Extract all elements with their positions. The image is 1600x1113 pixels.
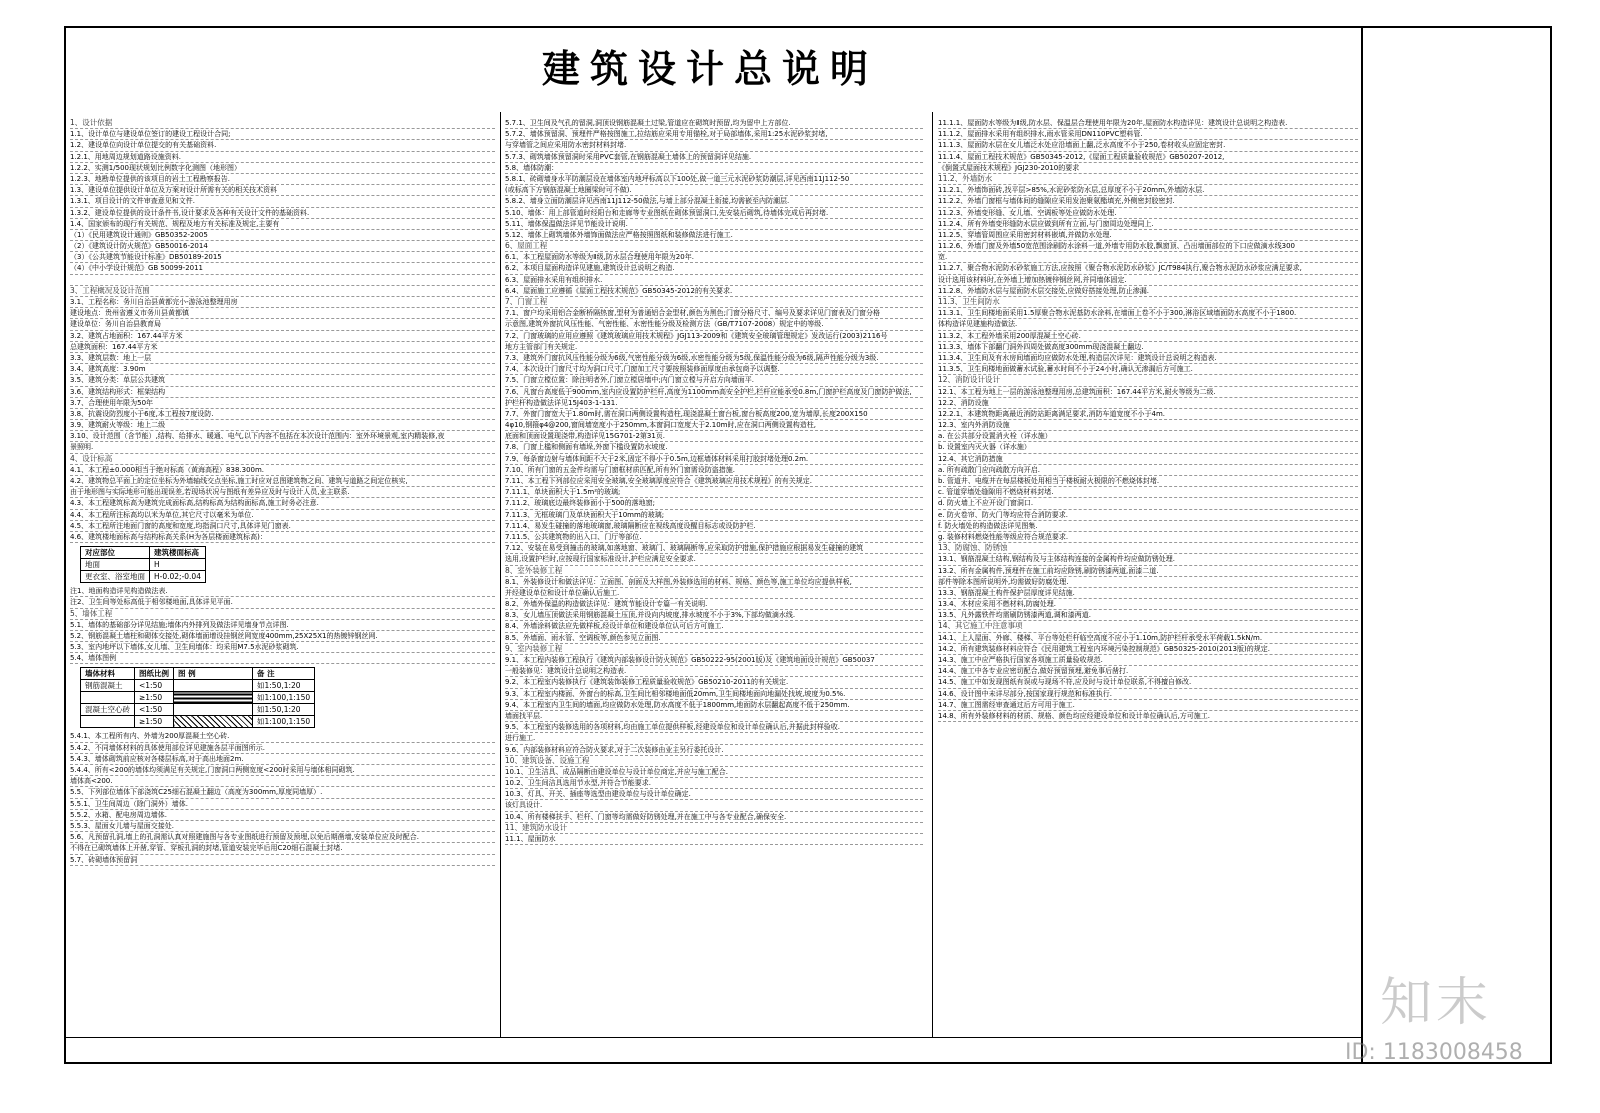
note-line: 注2、卫生间等处标高低于相邻楼地面,具体详见平面. <box>70 597 495 608</box>
note-line: 14.7、施工图需经审查通过后方可用于施工. <box>938 700 1358 711</box>
note-line: 3.8、抗震设防烈度小于6度,本工程按7度设防. <box>70 409 495 420</box>
note-line: 设计选用该材料时,在外墙上增加热镀锌钢丝网,并同墙体固定. <box>938 275 1358 286</box>
note-line: 7.11.5、公共建筑物的出入口、门厅等部位. <box>505 532 923 543</box>
table-row <box>81 704 315 716</box>
note-line: 《倒置式屋面技术规程》JGJ230-2010的要求 <box>938 163 1358 174</box>
note-line: 5.5.3、屋面女儿墙与屋面交接处. <box>70 821 495 832</box>
note-line: 地方主管部门有关规定. <box>505 342 923 353</box>
table-cell: 如1:50,1:20 <box>253 704 315 716</box>
note-line: a. 所有疏散门应向疏散方向开启. <box>938 465 1358 476</box>
note-line: 注1、地面构造详见构造做法表. <box>70 586 495 597</box>
note-line: 3.7、合理使用年限为50年 <box>70 398 495 409</box>
note-line: 12.2、消防设施 <box>938 398 1358 409</box>
table-cell: 混凝土空心砖 <box>81 704 135 716</box>
note-line: 11.3.2、本工程外墙采用200厚混凝土空心砖. <box>938 331 1358 342</box>
note-line: 4.3、本工程建筑标高为建筑完成面标高,结构标高为结构面标高,施工时务必注意. <box>70 498 495 509</box>
table-cell: 如1:100,1:150 <box>253 692 315 704</box>
note-line: 8.1、外装修设计和做法详见：立面图、剖面及大样图,外装修选用的材料、规格、颜色等,施工单位均应提供样板, <box>505 577 923 588</box>
note-line: 3.5、建筑分类：单层公共建筑 <box>70 375 495 386</box>
note-line: 1.2.2、实测1/500现状规划比例数字化测图（地形图） <box>70 163 495 174</box>
table-row <box>81 692 315 704</box>
note-line: 1.2.3、地勘单位提供的该项目的岩土工程勘察报告. <box>70 174 495 185</box>
note-line: e. 防火卷帘、防火门等均应符合消防要求. <box>938 510 1358 521</box>
note-line: a. 在公共部分设置消火栓（详水施） <box>938 431 1358 442</box>
note-line: 11.1.2、屋面排水采用有组织排水,雨水管采用DN110PVC塑料管. <box>938 129 1358 140</box>
note-line: 4.4、本工程所注标高均以米为单位,其它尺寸以毫米为单位. <box>70 510 495 521</box>
section-heading: 11、建筑防水设计 <box>505 823 923 834</box>
table-cell: H-0.02;-0.04 <box>150 571 206 583</box>
note-line: 7.11、本工程下列部位应采用安全玻璃,安全玻璃厚度应符合《建筑玻璃应用技术规程》的有关规定. <box>505 476 923 487</box>
note-line: 7.3、建筑外门窗抗风压性能分级为6级,气密性能分级为6级,水密性能分级为5级,保温性能分级为6级,隔声性能分级为3级. <box>505 353 923 364</box>
section-heading: 9、室内装修工程 <box>505 644 923 655</box>
note-line: 7.11.4、易发生碰撞的落地玻璃窗,玻璃隔断应在视线高度设醒目标志或设防护栏. <box>505 521 923 532</box>
note-line: 9.3、本工程室内楼面、外窗台的标高,卫生间比相邻楼地面低20mm,卫生间楼地面向地漏处找坡,坡度为0.5%. <box>505 689 923 700</box>
section-heading: 11.3、卫生间防水 <box>938 297 1358 308</box>
note-line: 13.2、所有金属构件,预埋件在施工前均应除锈,刷防锈漆两道,面漆二道. <box>938 566 1358 577</box>
note-line: 5.8、墙体防潮： <box>505 163 923 174</box>
note-line: 5.5.2、水箱、配电房周边墙体. <box>70 810 495 821</box>
note-line: 6.2、本项目屋面构造详见建施,建筑设计总说明之构造. <box>505 263 923 274</box>
note-line: 5.6、凡预留孔洞,墙上的孔洞需认真对照建施图与各专业图纸进行预留及预埋,以免后期凿墙,安装单位应及时配合. <box>70 832 495 843</box>
table-header-row <box>81 668 315 680</box>
note-line: 5.4、墙体图例 <box>70 653 495 664</box>
table-row <box>81 716 315 728</box>
note-line: b. 设置室内灭火器（详水施） <box>938 442 1358 453</box>
note-line: 3.6、建筑结构形式：框架结构 <box>70 387 495 398</box>
note-line: 11.2.8、外墙防水层与屋面防水层交接处,应做好搭接处理,防止渗漏. <box>938 286 1358 297</box>
section-heading: 10、建筑设备、设施工程 <box>505 756 923 767</box>
note-line: 8.5、外墙面、雨水管、空调板等,颜色参见立面图. <box>505 633 923 644</box>
note-line: 10.2、卫生间洁具选用节水型,并符合节能要求. <box>505 778 923 789</box>
table-header-cell: 图 例 <box>174 668 253 680</box>
note-line: 示意图,建筑外窗抗风压性能、气密性能、水密性能分级及检测方法（GB/T7107-2008）规定中的等级. <box>505 319 923 330</box>
section-heading: 7、门窗工程 <box>505 297 923 308</box>
section-heading: 14、其它施工中注意事项 <box>938 621 1358 632</box>
note-line: （1）《民用建筑设计通则》GB50352-2005 <box>70 230 495 241</box>
note-line: 宽. <box>938 252 1358 263</box>
table-cell <box>81 716 135 728</box>
note-line: 10.4、所有楼梯扶手、栏杆、门窗等均需做好防锈处理,并在施工中与各专业配合,确保安全. <box>505 812 923 823</box>
table-cell: 如1:50,1:20 <box>253 680 315 692</box>
note-line: 护栏杆构造做法详见15J403-1-131. <box>505 398 923 409</box>
table-cell: 更衣室、浴室地面 <box>81 571 150 583</box>
note-line: 14.1、上人屋面、外廊、楼梯、平台等处栏杆临空高度不应小于1.10m,防护栏杆承受水平荷载1.5kN/m. <box>938 633 1358 644</box>
note-line: 1.3.2、建设单位提供的设计条件书,设计要求及各种有关设计文件的基础资料. <box>70 208 495 219</box>
note-line: 3.3、建筑层数：地上一层 <box>70 353 495 364</box>
table-header-cell: 墙体材料 <box>81 668 135 680</box>
note-line: 6.3、屋面排水采用有组织排水. <box>505 275 923 286</box>
note-line: 12.2.1、本建筑物距离最近消防站距离满足要求,消防车道宽度不小于4m. <box>938 409 1358 420</box>
table-cell <box>174 716 253 728</box>
table-header-cell: 图纸比例 <box>135 668 174 680</box>
section-heading: 13、防腐蚀、防锈蚀 <box>938 543 1358 554</box>
note-line: 12.1、本工程为地上一层的游泳池整理用房,总建筑面积：167.44平方米,耐火等级为二级. <box>938 387 1358 398</box>
note-line: 由于地形图与实际地形可能出现误差,若现场状况与图纸有差异应及时与设计人员,业主联系. <box>70 487 495 498</box>
note-line: 5.3、室内地坪以下墙体,女儿墙、卫生间墙体：均采用M7.5水泥砂浆砌筑. <box>70 642 495 653</box>
note-line: 13.5、凡外露铁件均需刷防锈漆两道,调和漆两道. <box>938 610 1358 621</box>
note-line: f. 防火墙处的构造做法详见图集. <box>938 521 1358 532</box>
note-line: 3.2、建筑占地面积：167.44平方米 <box>70 331 495 342</box>
note-line: 11.1、屋面防水 <box>505 834 923 845</box>
note-line: 11.2.7、聚合物水泥防水砂浆施工方法,应按照《聚合物水泥防水砂浆》JC/T984执行,聚合物水泥防水砂浆应满足要求, <box>938 263 1358 274</box>
note-line: 1.2.1、用地周边规划道路设施资料. <box>70 152 495 163</box>
note-line: 12.3、室内外消防设施 <box>938 420 1358 431</box>
note-line: 11.2.4、所有外墙变形缝防水层应做到所有立面,与门窗周边处理同上. <box>938 219 1358 230</box>
note-line: 选用,设置护栏时,应按现行国家标准设计,护栏应满足安全要求. <box>505 554 923 565</box>
note-line: 部件等除本图所说明外,均需做好防腐处理. <box>938 577 1358 588</box>
note-line: 11.3.3、墙体下部翻门洞外四周处做高度300mm现浇混凝土翻边. <box>938 342 1358 353</box>
note-line: 11.2.3、外墙变形缝、女儿墙、空调板等处应做防水处理. <box>938 208 1358 219</box>
note-line: 4.6、建筑楼地面标高与结构标高关系(H为各层楼面建筑标高)： <box>70 532 495 543</box>
note-line: 总建筑面积：167.44平方米 <box>70 342 495 353</box>
note-line: 5.4.2、不同墙体材料的具体使用部位详见建施各层平面图所示. <box>70 743 495 754</box>
notes-column-3 <box>938 118 1358 1023</box>
note-line: 8.4、外墙涂料做法应先做样板,经设计单位和建设单位认可后方可施工. <box>505 621 923 632</box>
note-line: b. 管道井、电缆井在每层楼板处用相当于楼板耐火极限的不燃烧体封堵. <box>938 476 1358 487</box>
note-line: 7.6、凡窗台高度低于900mm,室内应设置防护栏杆,高度为1100mm高安全护栏,栏杆应能承受0.8m,门窗护栏高度及门窗防护做法, <box>505 387 923 398</box>
note-line: 不得在已砌筑墙体上开凿,穿管、穿板孔洞的封堵,管道安装完毕后用C20细石混凝土封堵. <box>70 843 495 854</box>
wall-table <box>80 667 315 728</box>
table-cell: <1:50 <box>135 680 174 692</box>
notes-column-2 <box>505 118 923 1023</box>
note-line: 景照明. <box>70 442 495 453</box>
note-line: 8.2、外墙外保温的构造做法详见：建筑节能设计专篇一有关说明. <box>505 599 923 610</box>
image-id: ID: 1183008458 <box>1345 1040 1523 1065</box>
table-cell: 如1:100,1:150 <box>253 716 315 728</box>
note-line: 一般装修见：建筑设计总说明之构造表. <box>505 666 923 677</box>
table-cell <box>81 692 135 704</box>
note-line: 墙面找平层. <box>505 711 923 722</box>
note-line: 5.11、墙体保温做法详见节能设计说明. <box>505 219 923 230</box>
note-line: 6.1、本工程屋面防水等级为Ⅱ级,防水层合理使用年限为20年. <box>505 252 923 263</box>
note-line: 5.7.1、卫生间及气孔的留洞,洞顶设钢筋混凝土过梁,管道应在砌筑时预留,均为留中上方部位. <box>505 118 923 129</box>
note-line: 建设地点：贵州省遵义市务川县黄都镇 <box>70 308 495 319</box>
table-row <box>81 571 206 583</box>
note-line: 1.1、设计单位与建设单位签订的建设工程设计合同; <box>70 129 495 140</box>
section-heading: 6、屋面工程 <box>505 241 923 252</box>
column-divider <box>932 112 933 1038</box>
note-line: 13.1、钢筋混凝土结构,钢结构及与主体结构连接的金属构件均应做防锈处理. <box>938 554 1358 565</box>
note-line: 1.3.1、项目设计的文件审查意见和文件. <box>70 196 495 207</box>
note-line: 13.4、木材应采用不燃材料,防腐处理. <box>938 599 1358 610</box>
note-line: 11.3.1、卫生间楼地面采用1.5厚聚合物水泥基防水涂料,在墙面上卷不小于300,淋浴区域墙面防水高度不小于1800. <box>938 308 1358 319</box>
note-line: 14.4、施工中各专业应密切配合,做好预留预埋,避免事后凿打. <box>938 666 1358 677</box>
note-line: 该灯具设计. <box>505 800 923 811</box>
section-heading: 8、室外装修工程 <box>505 566 923 577</box>
note-line: 7.9、每条窗边射与墙体间距不大于2米,固定不得小于0.5m,边框墙体材料采用打胶封堵处理0.2m. <box>505 454 923 465</box>
note-line: 进行施工. <box>505 733 923 744</box>
note-line: 7.12、安装在易受到撞击的玻璃,如落地窗、玻璃门、玻璃隔断等,应采取防护措施,保护措施应根据易发生碰撞的建筑 <box>505 543 923 554</box>
table-header-cell: 建筑楼面标高 <box>150 547 206 559</box>
note-line: 5.12、墙体上砌筑墙体外墙饰面做法应严格按照图纸和装修做法进行施工. <box>505 230 923 241</box>
note-line: 11.3.4、卫生间及有水房间墙面均应做防水处理,构造层次详见：建筑设计总说明之构造表. <box>938 353 1358 364</box>
note-line: 体构造详见建施构造做法. <box>938 319 1358 330</box>
note-line: 5.1、墙体的基础部分详见结施;墙体内外排列及做法详见墙身节点详图. <box>70 620 495 631</box>
note-line: 7.1、窗户均采用铝合金断桥隔热窗,型材为普通铝合金型材,颜色为黑色;门窗分格尺寸、编号及要求详见门窗表及门窗分格 <box>505 308 923 319</box>
table-cell <box>174 680 253 692</box>
note-line: 14.3、施工中应严格执行国家各项施工质量验收规范. <box>938 655 1358 666</box>
note-line: 4φ10,钢箍φ4@200,窗间墙宽度小于250mm,本窗洞口宽度大于2.10m时,应在洞口两侧设置构造柱, <box>505 420 923 431</box>
note-line: 14.8、所有外装修材料的材质、规格、颜色均应经建设单位和设计单位确认后,方可施工. <box>938 711 1358 722</box>
note-line: （2）《建筑设计防火规范》GB50016-2014 <box>70 241 495 252</box>
note-line: 14.2、所有建筑装修材料应符合《民用建筑工程室内环境污染控制规范》GB50325-2010(2013版)的规定. <box>938 644 1358 655</box>
note-line: 11.2.5、穿墙管周围应采用密封材料嵌填,并做防水处理. <box>938 230 1358 241</box>
note-line: 3.10、设计范围（含节能）,结构、给排水、暖通、电气,以下内容不包括在本次设计范围内：室外环境景观,室内精装修,夜 <box>70 431 495 442</box>
table-cell: H <box>150 559 206 571</box>
note-line <box>70 275 495 286</box>
note-line: 4.1、本工程±0.000相当于绝对标高（黄海高程）838.300m. <box>70 465 495 476</box>
note-line: 7.11.1、单块面积大于1.5m²的玻璃; <box>505 487 923 498</box>
table-cell: ≥1:50 <box>135 692 174 704</box>
table-cell <box>174 692 253 704</box>
table-cell: ≥1:50 <box>135 716 174 728</box>
note-line: (或标高下方钢筋混凝土地圈梁时可不做). <box>505 185 923 196</box>
title-block-divider <box>1361 26 1363 1064</box>
page-title: 建筑设计总说明 <box>541 47 878 91</box>
note-line: 5.2、钢筋混凝土墙柱和砌体交接处,砌体墙面增设挂钢丝网宽度400mm,25X25X1的热镀锌钢丝网. <box>70 631 495 642</box>
table-row <box>81 680 315 692</box>
note-line: 7.11.3、无框玻璃门及单块面积大于10mm的玻璃; <box>505 510 923 521</box>
note-line: 13.3、钢筋混凝土构件保护层厚度详见结施. <box>938 588 1358 599</box>
note-line: g. 装修材料燃烧性能等级应符合规范要求. <box>938 532 1358 543</box>
note-line: 10.3、灯具、开关、插座等选型由建设单位与设计单位确定. <box>505 789 923 800</box>
section-heading: 3、工程概况及设计范围 <box>70 286 495 297</box>
note-line: 11.1.1、屋面防水等级为Ⅱ级,防水层、保温层合理使用年限为20年,屋面防水构造详见：建筑设计总说明之构造表. <box>938 118 1358 129</box>
table-header-cell: 对应部位 <box>81 547 150 559</box>
table-cell: 钢筋混凝土 <box>81 680 135 692</box>
section-heading: 5、墙体工程 <box>70 609 495 620</box>
note-line: 5.7.2、墙体预留洞、预埋件严格按图施工,拉结筋应采用专用锚栓,对于局部墙体,采用1:25水泥砂浆封堵, <box>505 129 923 140</box>
note-line: 11.1.4、屋面工程技术规范》GB50345-2012,《屋面工程质量验收规范》GB50207-2012, <box>938 152 1358 163</box>
note-line: 7.5、门窗立樘位置：除注明者外,门窗立樘居墙中;内门窗立樘与开启方向墙面平. <box>505 375 923 386</box>
note-line: 11.2.2、外墙门窗框与墙体间的缝隙应采用发泡聚氨酯填充,外侧密封胶密封. <box>938 196 1358 207</box>
note-line: 5.7.3、砌筑墙体预留洞时采用PVC套管,在钢筋混凝土墙体上的预留洞详见结施. <box>505 152 923 163</box>
note-line: 底面和顶面设置现浇带,构造详见15G701-2第31页. <box>505 431 923 442</box>
note-line: 9.1、本工程内装修工程执行《建筑内部装修设计防火规范》GB50222-95(2001版)及《建筑地面设计规范》GB50037 <box>505 655 923 666</box>
note-line: 3.9、建筑耐火等级：地上二级 <box>70 420 495 431</box>
note-line: 并经建设单位和设计单位确认后施工. <box>505 588 923 599</box>
note-line: 5.5、下列部位墙体下部浇筑C25细石混凝土翻边（高度为300mm,厚度同墙厚）. <box>70 787 495 798</box>
section-heading: 1、设计依据 <box>70 118 495 129</box>
note-line: 5.4.3、墙体砌筑前应核对各楼层标高,对于高出地面2m. <box>70 754 495 765</box>
note-line: 9.4、本工程室内卫生间的墙面,均应做防水处理,防水高度不低于1800mm,地面防水层翻起高度不低于250mm. <box>505 700 923 711</box>
note-line: 7.2、门窗玻璃的应用应遵照《建筑玻璃应用技术规程》JGJ113-2009和《建筑安全玻璃管理规定》发改运行(2003)2116号 <box>505 331 923 342</box>
column-divider <box>500 112 501 1038</box>
note-line: 11.2.1、外墙饰面砖,找平层>85%,水泥砂浆防水层,总厚度不小于20mm,外墙防水层. <box>938 185 1358 196</box>
note-line: 5.10、墙体：用上部管道时经阳台和走廊等专业图纸在砌体预留洞口,先安装后砌筑,待墙体完成后再封堵. <box>505 208 923 219</box>
note-line: 9.5、本工程室内装修选用的各项材料,均由施工单位提供样板,经建设单位和设计单位确认后,并据此封样验收. <box>505 722 923 733</box>
note-line: 1.2、建设单位向设计单位提交的有关基础资料. <box>70 140 495 151</box>
note-line: 建设单位：务川自治县教育局 <box>70 319 495 330</box>
note-line: 14.6、设计图中未详尽部分,按国家现行规范和标准执行. <box>938 689 1358 700</box>
note-line: 9.6、内部装修材料应符合防火要求,对于二次装修由业主另行委托设计. <box>505 745 923 756</box>
table-header-cell: 备 注 <box>253 668 315 680</box>
note-line: 7.4、本次设计门窗尺寸均为洞口尺寸,门窗加工尺寸要按照装修面厚度由承包商予以调整. <box>505 364 923 375</box>
note-line: 7.7、外窗门窗宽大于1.80m时,需在洞口两侧设置构造柱,现浇混凝土窗台板,窗台板高度200,宽为墙厚,长度200X150 <box>505 409 923 420</box>
note-line: 5.5.1、卫生间周边（除门洞外）墙体. <box>70 799 495 810</box>
note-line: 1.3、建设单位提供设计单位及方案对设计所需有关的相关技术资料 <box>70 185 495 196</box>
note-line: d. 防火墙上不应开设门窗洞口. <box>938 498 1358 509</box>
section-heading: 11.2、外墙防水 <box>938 174 1358 185</box>
note-line: 14.5、施工中如发现图纸有误或与现场不符,应及时与设计单位联系,不得擅自修改. <box>938 677 1358 688</box>
note-line: 6.4、屋面施工应遵循《屋面工程技术规范》GB50345-2012的有关要求. <box>505 286 923 297</box>
note-line: （3）《公共建筑节能设计标准》DB50189-2015 <box>70 252 495 263</box>
bottom-border <box>66 1037 1361 1038</box>
note-line: 5.4.4、所有<200的墙体均须满足有关规定,门窗洞口两侧宽度<200时采用与墙体相同砌筑. <box>70 765 495 776</box>
table-cell <box>174 704 253 716</box>
note-line: 11.2.6、外墙门窗及外墙50宽范围涂刷防水涂料一道,外墙专用防水胶,飘窗顶、凸出墙面部位的下口应做滴水线300 <box>938 241 1358 252</box>
note-line: 3.1、工程名称：务川自治县黄都完小-游泳池整理用房 <box>70 297 495 308</box>
note-line: c. 管道穿墙处缝隙用不燃烧材料封堵. <box>938 487 1358 498</box>
note-line: 7.11.2、玻璃底边最终装修面小于500的落地窗; <box>505 498 923 509</box>
note-line: 5.4.1、本工程所有内、外墙为200厚混凝土空心砖. <box>70 731 495 742</box>
note-line: 7.10、所有门窗的五金件均需与门窗框材质匹配,所有外门窗需设防盗措施. <box>505 465 923 476</box>
table-cell: 地面 <box>81 559 150 571</box>
note-line: 10.1、卫生洁具、成品隔断由建设单位与设计单位商定,并应与施工配合. <box>505 767 923 778</box>
note-line: 与穿墙管之间应采用防水密封材料封堵. <box>505 140 923 151</box>
levels-table <box>80 546 206 583</box>
note-line: 12.4、其它消防措施 <box>938 454 1358 465</box>
note-line: 11.1.3、屋面防水层在女儿墙泛水处应沿墙面上翻,泛水高度不小于250,卷材收头应固定密封. <box>938 140 1358 151</box>
note-line: 5.7、砖砌墙体预留洞 <box>70 855 495 866</box>
table-header-row <box>81 547 206 559</box>
table-row <box>81 559 206 571</box>
note-line: 4.5、本工程所注地面门窗的高度和宽度,均指洞口尺寸,具体详见门窗表. <box>70 521 495 532</box>
note-line: 8.3、女儿墙压顶做法采用钢筋混凝土压顶,并设向内坡度,排水坡度不小于3%,下部均做滴水线. <box>505 610 923 621</box>
note-line: 5.8.1、砖砌墙身水平防潮层设在墙体室内地坪标高以下100处,做一道三元水泥砂浆防潮层,详见西南11J112-50 <box>505 174 923 185</box>
table-cell: <1:50 <box>135 704 174 716</box>
note-line: 11.3.5、卫生间楼地面做蓄水试验,蓄水时间不小于24小时,确认无渗漏后方可施工. <box>938 364 1358 375</box>
brand-logo: 知末 <box>1380 973 1493 1033</box>
note-line: 4.2、建筑物总平面上的定位坐标为外墙轴线交点坐标,施工时应对总图建筑物之间、建筑与道路之间定位核实, <box>70 476 495 487</box>
note-line: 9.2、本工程室内装修执行《建筑装饰装修工程质量验收规范》GB50210-2011的有关规定. <box>505 677 923 688</box>
section-heading: 4、设计标高 <box>70 454 495 465</box>
note-line: 1.4、国家颁布的现行有关规范、规程及地方有关标准及规定,主要有 <box>70 219 495 230</box>
section-heading: 12、消防设计设计 <box>938 375 1358 386</box>
note-line: 3.4、建筑高度：3.90m <box>70 364 495 375</box>
notes-column-1 <box>70 118 495 1023</box>
note-line: 5.8.2、墙身立面防潮层详见西南11J112-50做法,与墙上部分混凝土衔接,均需嵌至内防潮层. <box>505 196 923 207</box>
note-line: 7.8、门窗上槛和侧面有墙垛,外窗下槛设置防水坡度. <box>505 442 923 453</box>
note-line: （4）《中小学设计规范》GB 50099-2011 <box>70 263 495 274</box>
note-line: 墙体高<200. <box>70 776 495 787</box>
